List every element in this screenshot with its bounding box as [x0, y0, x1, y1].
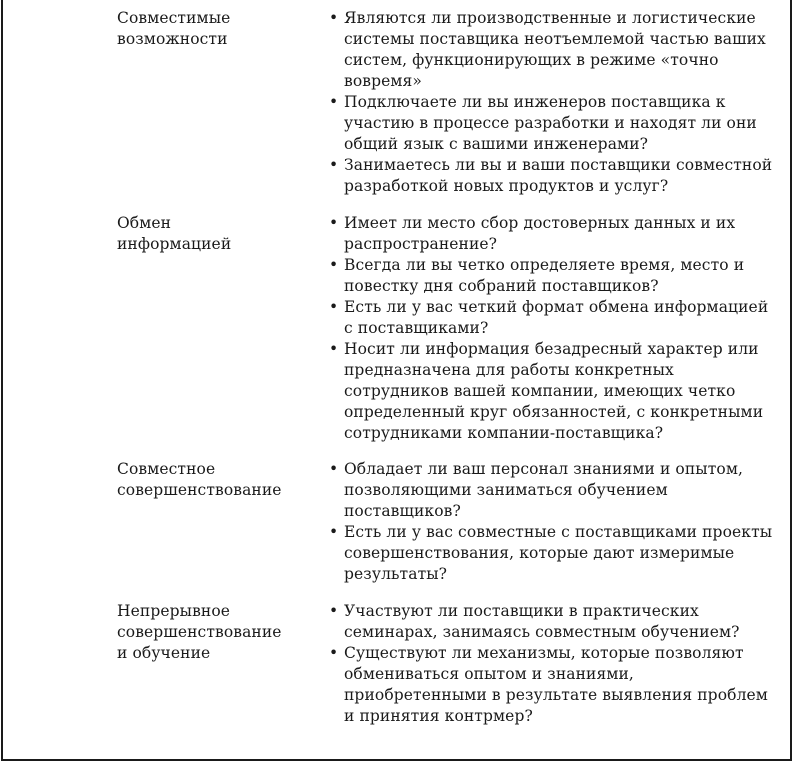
row-label: Непрерывное совершенствование и обучение: [117, 602, 282, 662]
list-item: • Занимаетесь ли вы и ваши поставщики совместной разработкой новых продуктов и услуг?: [329, 155, 779, 197]
list-item: • Есть ли у вас совместные с поставщиками проекты совершенствования, которые дают измеримые результаты?: [329, 522, 779, 585]
list-item: • Существуют ли механизмы, которые позволяют обмениваться опытом и знаниями, приобретенными в результате выявления проблем и принятия контрмер?: [329, 643, 779, 727]
question-list: [329, 459, 779, 585]
list-item: • Имеет ли место сбор достоверных данных и их распространение?: [329, 213, 779, 255]
question-list: [329, 601, 779, 727]
list-item: • Подключаете ли вы инженеров поставщика к участию в процессе разработки и находят ли они общий язык с вашими инженерами?: [329, 92, 779, 155]
list-item: • Являются ли производственные и логистические системы поставщика неотъемлемой частью ваших систем, функционирующих в режиме «точно вовремя»: [329, 8, 779, 92]
list-item: • Носит ли информация безадресный характер или предназначена для работы конкретных сотрудников вашей компании, имеющих четко определенный круг обязанностей, с конкретными сотрудниками компании-поставщика?: [329, 339, 779, 444]
question-list: [329, 8, 779, 197]
row-label: Совместимые возможности: [117, 9, 231, 48]
list-item: • Участвуют ли поставщики в практических семинарах, занимаясь совместным обучением?: [329, 601, 779, 643]
list-item: • Обладает ли ваш персонал знаниями и опытом, позволяющими заниматься обучением поставщиков?: [329, 459, 779, 522]
table-frame: [1, 0, 792, 761]
list-item: • Всегда ли вы четко определяете время, место и повестку дня собраний поставщиков?: [329, 255, 779, 297]
question-list: [329, 213, 779, 444]
row-label: Обмен информацией: [117, 214, 232, 253]
list-item: • Есть ли у вас четкий формат обмена информацией с поставщиками?: [329, 297, 779, 339]
row-label: Совместное совершенствование: [117, 460, 282, 499]
